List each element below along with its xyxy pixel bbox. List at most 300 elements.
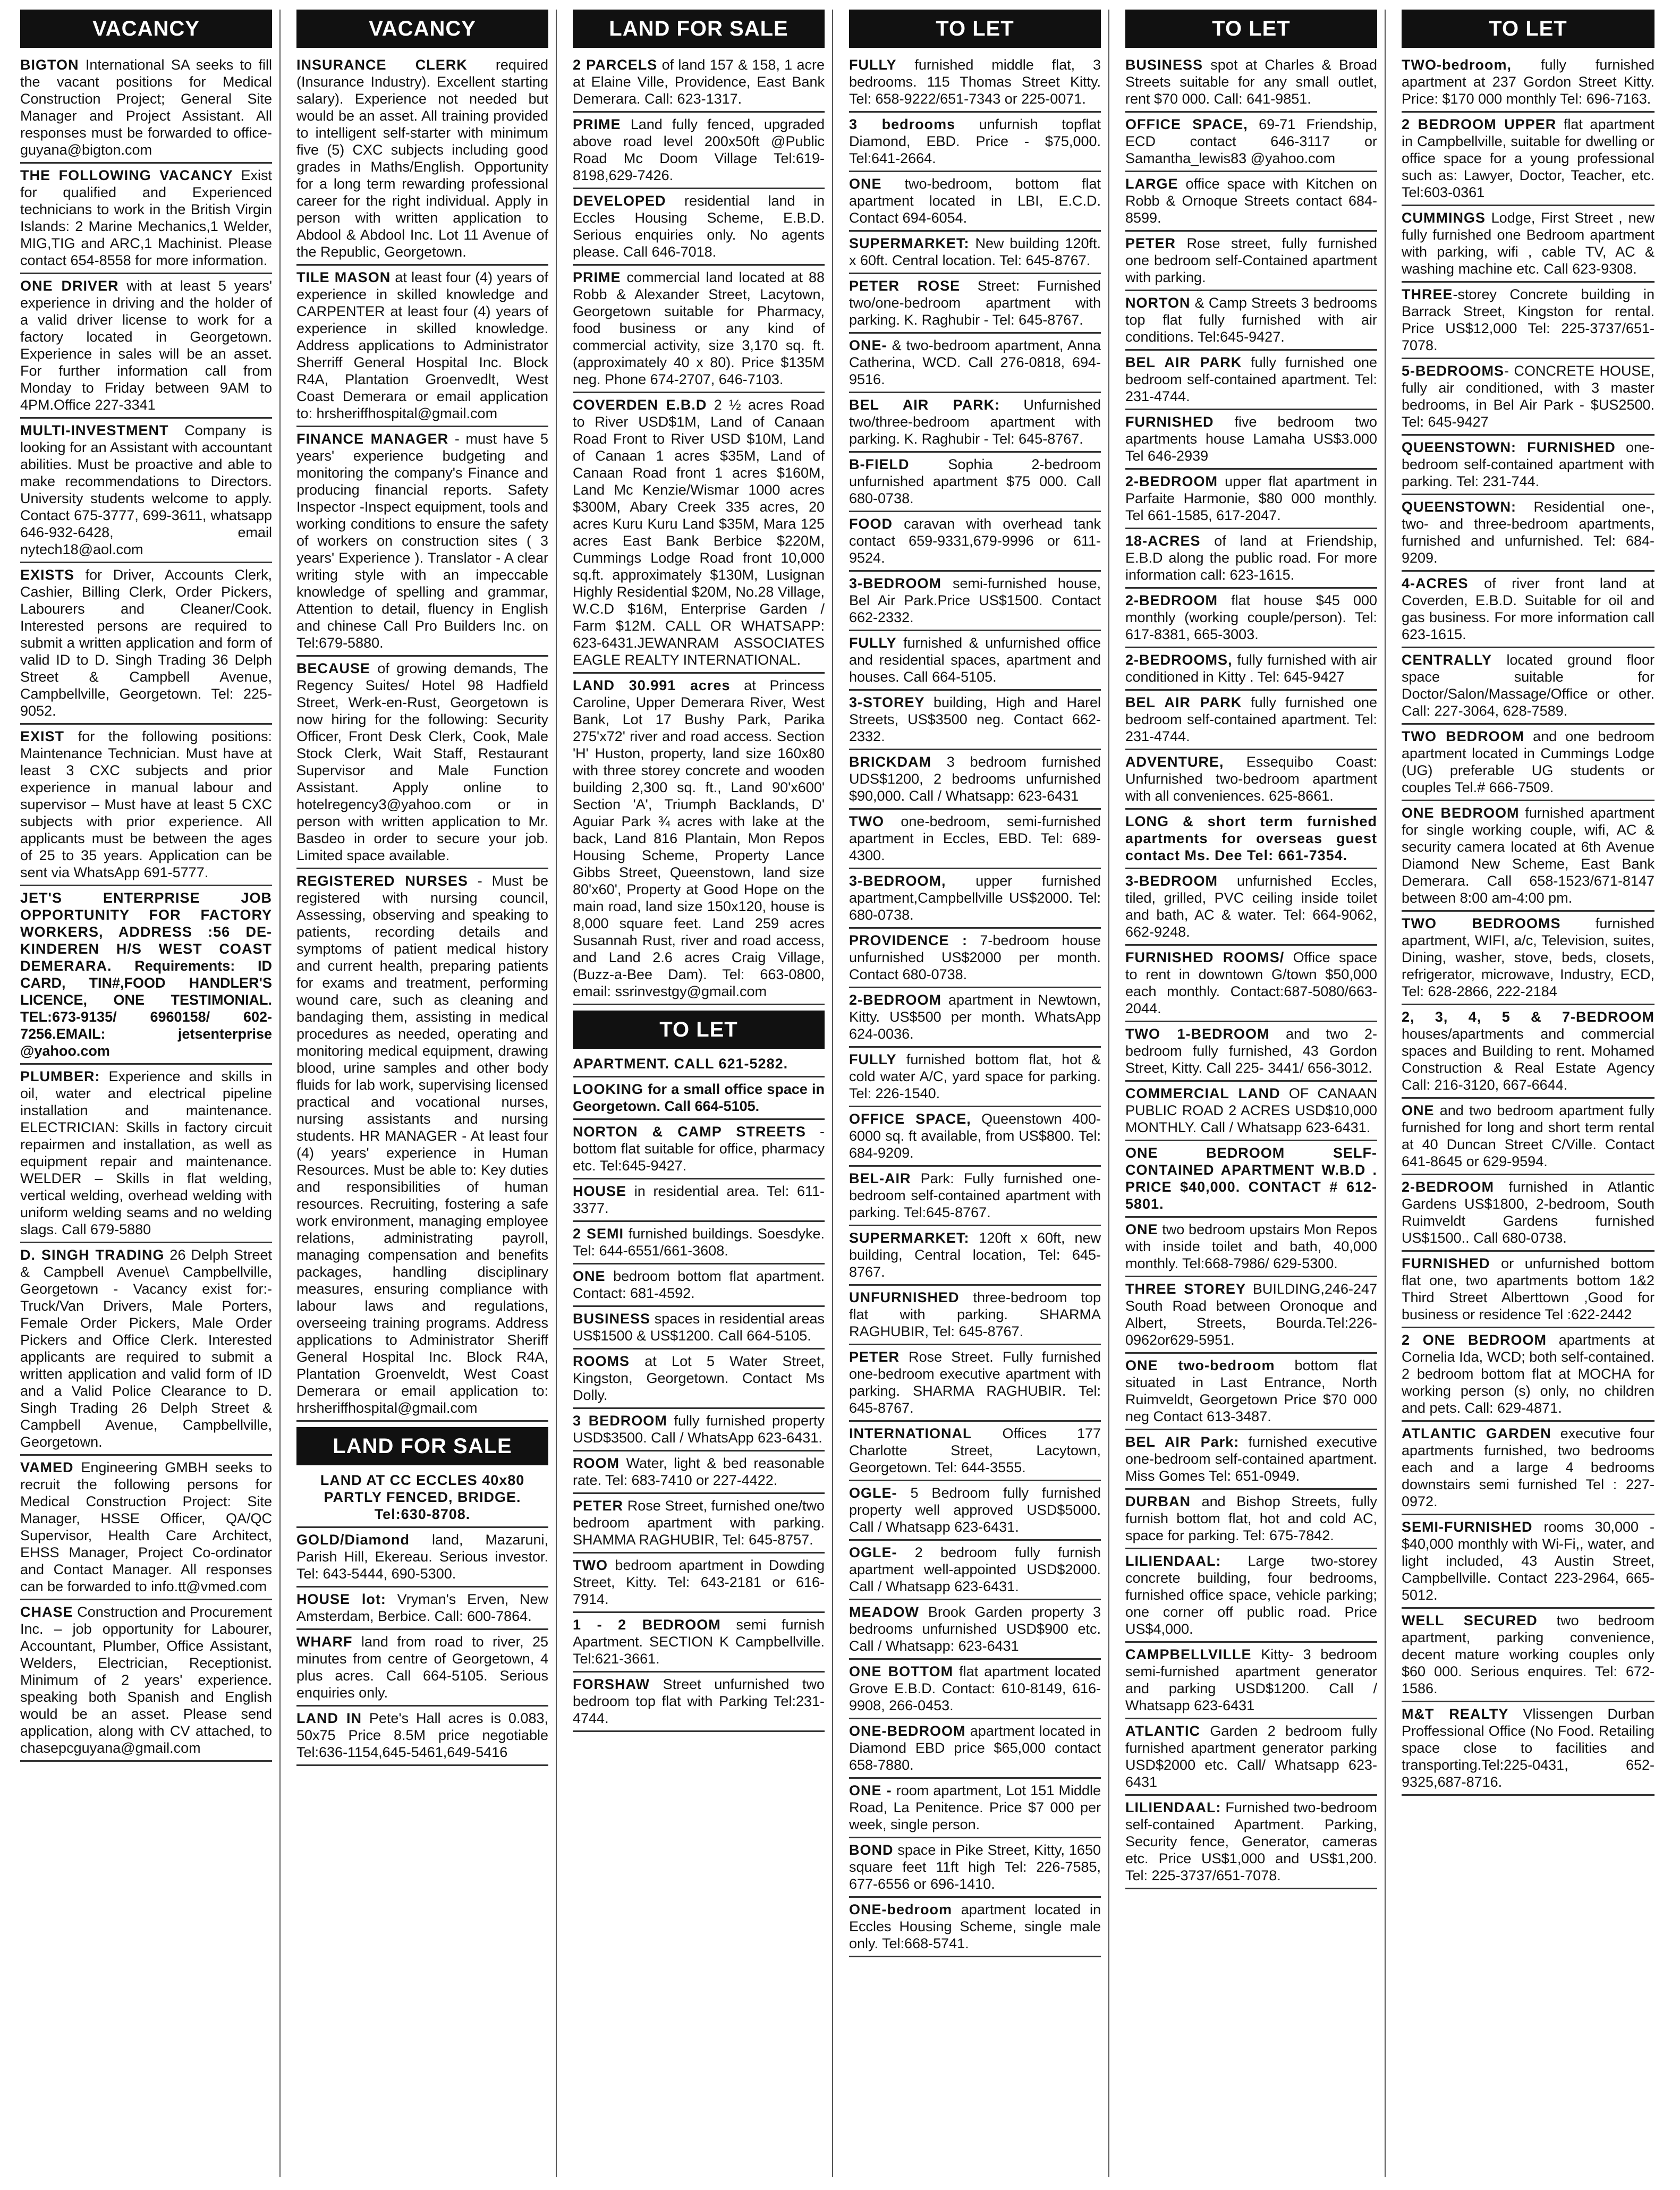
ad-keyword: PLUMBER: [20,1068,100,1084]
ad-keyword: 3 bedrooms [849,116,956,132]
ad-text: Requirements: ID CARD, TIN#,FOOD HANDLER'S LICENCE, ONE TESTIMONIAL. TEL:673-9135/ 6960158/ 602-7256.EMAIL: jetsenterprise @yahoo.com [20,958,272,1059]
ad-text: of land 157 & 158, 1 acre at Elaine Ville, Providence, East Bank Demerara. Call: 623-1317. [573,57,825,107]
ad-text: two bedroom upstairs Mon Repos with inside toilet and bath, 40,000 monthly. Tel:668-7986/ 629-5300. [1125,1221,1377,1271]
ad-keyword: 3-STOREY [849,694,925,710]
ad-keyword: FULLY [849,57,897,73]
ad-keyword: LAND AT CC ECCLES 40x80 PARTLY FENCED, BRIDGE. Tel:630-8708. [320,1472,525,1522]
ad-text: - Must be registered with nursing council, Assessing, observing and speaking to patients, recording details and symptoms of patient medical history and current health, preparing patients for exams and treatment, performing wound care, such as cleaning and bandaging them, assisting in medical procedures as needed, operating and monitoring medical equipment, drawing blood, urine samples and other body fluids for lab work, supervising licensed practical and vocational nurses, nursing assistants and nursing students. HR MANAGER - At least four (4) years' experience in Human Resources. Must be able to: Key duties and responsibilities of human resources. Recruiting, fostering a safe work environment, managing employee relations, administrating payroll, managing compensation and benefits packages, handling disciplinary measures, ensuring compliance with labour laws and regulations, overseeing training programs. Address applications to Administrator Sheriff General Hospital Inc. Block R4A, Plantation Groenveldt, West Coast Demerara or email application to: hrsheriffhospital@gmail.com [296,873,548,1416]
column-1 [20,10,281,2177]
ad-keyword: LILIENDAAL: [1125,1553,1221,1569]
ad-keyword: PETER [573,1498,624,1514]
ad-text: bedroom apartment in Dowding Street, Kitty. Tel: 643-2181 or 616-7914. [573,1557,825,1607]
classified-ad [1402,1099,1654,1175]
classified-ad [573,1222,825,1264]
ad-text: fully furnished one bedroom self-contained apartment. Tel: 231-4744. [1125,694,1377,744]
ad-keyword: 3 BEDROOM [573,1413,667,1429]
ad-keyword: M&T REALTY [1402,1706,1509,1722]
classified-ad [1125,1719,1377,1796]
classified-ad [849,1345,1101,1422]
ad-keyword: 4-ACRES [1402,575,1469,591]
ad-keyword: 5-BEDROOMS [1402,363,1505,379]
ad-keyword: THREE STOREY [1125,1281,1246,1297]
ad-keyword: OGLE- [849,1544,897,1560]
classified-ad [296,53,548,266]
classified-ad [849,1048,1101,1107]
classified-ad [849,274,1101,334]
ad-keyword: ATLANTIC GARDEN [1402,1425,1551,1441]
ad-keyword: B-FIELD [849,456,910,472]
ad-text: furnished buildings. Soesdyke. Tel: 644-6551/661-3608. [573,1226,825,1259]
ad-text: Company is looking for an Assistant with accountant abilities. Must be proactive and able to make recommendations to Directors. University students welcome to apply. Contact 675-3777, 699-3611, whatsapp 646-932-6428, email nytech18@aol.com [20,422,272,557]
ad-keyword: NORTON [1125,295,1191,311]
ad-list [20,53,272,1762]
ad-text: Rose Street. Fully furnished one-bedroom executive apartment with parking. SHARMA RAGHUBIR. Tel: 645-8767. [849,1349,1101,1416]
classified-ad [849,1600,1101,1660]
ad-keyword: LOOKING [573,1081,643,1097]
classified-ad [849,334,1101,393]
classified-ad [20,1243,272,1456]
column-5 [1125,10,1386,2177]
ad-keyword: 2-BEDROOMS, [1125,652,1233,668]
ad-keyword: INSURANCE CLERK [296,57,468,73]
ad-text: at least four (4) years of experience in skilled knowledge and CARPENTER at least four (4) years of experience in skilled knowledge. Address applications to Administrator Sherriff General Hospital Inc. Block R4A, Plantation Groenvedlt, West Coast Demerara or email application to: hrsheriffhospital@gmail.com [296,269,549,421]
classified-ad [573,53,825,113]
ad-text: at Lot 5 Water Street, Kingston, Georgetown. Contact Ms Dolly. [573,1353,825,1403]
ad-text: Engineering GMBH seeks to recruit the following persons for Medical Construction Project: Site Manager, HSSE Officer, QA/QC Supervisor, Health Care Architect, EHSS Manager, Project Co-ordinator and Contact Manager. All responses can be forwarded to info.tt@vmed.com [20,1459,272,1594]
classified-ad [1402,283,1654,359]
ad-text: space in Pike Street, Kitty, 1650 square feet 11ft high Tel: 226-7585, 677-6556 or 696-1410. [849,1842,1101,1892]
classified-ad [1125,648,1377,691]
classified-ad [573,1673,825,1732]
ad-keyword: PROVIDENCE : [849,932,968,948]
ad-text: of river front land at Coverden, E.B.D. Suitable for oil and gas business. For more information call 623-1615. [1402,575,1654,642]
classified-ad [849,1167,1101,1226]
ad-text: one-bedroom, semi-furnished apartment in Eccles, EBD. Tel: 689-4300. [849,813,1101,863]
ad-text: rooms 30,000 - $40,000 monthly with Wi-Fi,, water, and light included, 43 Austin Street, Campbellville. Contact 223-2964, 665-5012. [1402,1519,1654,1603]
ad-keyword: LONG & short term furnished apartments for overseas guest contact Ms. Dee Tel: 661-7354. [1125,813,1377,863]
classified-ad [1125,1082,1377,1141]
ad-keyword: TWO [573,1557,608,1573]
ad-keyword: LAND IN [296,1710,362,1726]
classified-ad [849,512,1101,572]
ad-text: Kitty- 3 bedroom semi-furnished apartment generator and parking USD$1200. Call / Whatsapp 623-6431 [1125,1646,1377,1713]
ad-text: Water, light & bed reasonable rate. Tel: 683-7410 or 227-4422. [573,1455,825,1488]
ad-text: located ground floor space suitable for Doctor/Salon/Massage/Office or other. Call: 227-3064, 628-7589. [1402,652,1654,719]
classified-ad [296,1528,548,1588]
ad-keyword: ONE [1125,1221,1158,1237]
classified-ad [849,929,1101,988]
ad-keyword: BEL AIR PARK: [849,397,1000,413]
ad-keyword: FURNISHED ROOMS/ [1125,949,1285,965]
ad-text: Queenstown 400-6000 sq. ft available, from US$800. Tel: 684-9209. [849,1111,1101,1161]
classified-ad [849,1660,1101,1719]
ad-text: Residential one-, two- and three-bedroom apartments, furnished and unfurnished. Tel: 684-9209. [1402,499,1654,566]
ad-text: required (Insurance Industry). Excellent starting salary). Experience not needed but would be an asset. All training provided to intelligent self-starter with minimum five (5) CXC subjects including good grades in Maths/English. Opportunity for a long term rewarding professional career for the right individual. Apply in person with written application to Abdool & Abdool Inc. Lot 11 Avenue of the Republic, Georgetown. [296,57,548,260]
classified-ad [296,266,548,427]
ad-keyword: 2-BEDROOM [1125,473,1218,489]
ad-text: with at least 5 years' experience in driving and the holder of a valid driver license to work for a factory located in Georgetown. Experience in sales will be an asset. For further information call from Monday to Friday between 9AM to 4PM.Office 227-3341 [20,278,272,413]
classified-ad [296,657,548,869]
ad-keyword: BIGTON [20,57,79,73]
ad-text: fully furnished with air conditioned in Kitty . Tel: 645-9427 [1125,652,1377,685]
ad-text: semi-furnished house, Bel Air Park.Price US$1500. Contact 662-2332. [849,575,1101,625]
classified-ad [296,869,548,1422]
classified-ad [1125,1022,1377,1082]
ad-keyword: TWO BEDROOM [1402,728,1525,744]
classified-ad [1402,1252,1654,1328]
ad-keyword: ONE two-bedroom [1125,1357,1275,1373]
ad-text: bottom flat situated in Last Entrance, North Ruimveldt, Georgetown Price $70 000 neg Contact 613-3487. [1125,1357,1377,1424]
classified-ad [849,453,1101,512]
ad-keyword: SUPERMARKET: [849,235,970,251]
classified-ad [573,113,825,189]
ad-text: spot at Charles & Broad Streets suitable for any small outlet, rent $70 000. Call: 641-9851. [1125,57,1377,107]
ad-keyword: CHASE [20,1604,73,1620]
ad-text: upper flat apartment in Parfaite Harmonie, $80 000 monthly. Tel 661-1585, 617-2047. [1125,473,1377,523]
classified-ad [573,1494,825,1554]
ad-text: and two bedroom apartment fully furnished for long and short term rental at 40 Duncan Street C/Ville. Contact 641-8645 or 629-9594. [1402,1102,1654,1169]
ad-text: land, Mazaruni, Parish Hill, Ekereau. Serious investor. Tel: 643-5444, 690-5300. [296,1532,548,1582]
ad-text: semi furnish Apartment. SECTION K Campbellville. Tel:621-3661. [573,1617,825,1667]
ad-text: upper furnished apartment,Campbellville US$2000. Tel: 680-0738. [849,873,1101,923]
classified-ad [849,1107,1101,1167]
ad-text: Street: Furnished two/one-bedroom apartment with parking. K. Raghubir - Tel: 645-8767. [849,278,1101,328]
column-6 [1402,10,1662,2177]
ad-keyword: HOUSE [573,1183,627,1199]
classified-ad [1402,1422,1654,1515]
ad-keyword: DEVELOPED [573,193,666,209]
ad-text: in residential area. Tel: 611-3377. [573,1183,825,1216]
ad-keyword: THREE [1402,286,1453,302]
classified-ad [573,1077,825,1120]
ad-text: 120ft x 60ft, new building, Central location, Tel: 645-8767. [849,1230,1101,1280]
ad-text: Rose street, fully furnished one bedroom self-Contained apartment with parking. [1125,235,1377,285]
classified-ad [1125,1549,1377,1643]
classified-ad [573,1120,825,1179]
ad-keyword: COVERDEN E.B.D [573,397,707,413]
ad-text: apartment located in Eccles Housing Scheme, single male only. Tel:668-5741. [849,1902,1101,1951]
ad-text: two-bedroom, bottom flat apartment located in LBI, E.C.D. Contact 694-6054. [849,176,1101,226]
ad-keyword: FURNISHED [1125,414,1214,430]
ad-keyword: ONE DRIVER [20,278,119,294]
ad-keyword: OFFICE SPACE, [1125,116,1248,132]
classified-ad [1402,113,1654,206]
ad-keyword: D. SINGH TRADING [20,1247,165,1263]
section-header-land-for-sale: LAND FOR SALE [573,10,825,48]
section-header-to-let: TO LET [849,10,1101,48]
ad-keyword: BRICKDAM [849,754,931,770]
ad-text: bedroom bottom flat apartment. Contact: 681-4592. [573,1268,825,1301]
ad-keyword: ONE BEDROOM [1402,805,1520,821]
ad-keyword: ONE- [849,337,887,353]
ad-keyword: WELL SECURED [1402,1612,1538,1628]
ad-keyword: 2-BEDROOM [849,992,942,1008]
classified-ad [20,1065,272,1243]
ad-text: Essequibo Coast: Unfurnished two-bedroom apartment with all conveniences. 625-8661. [1125,754,1377,804]
classified-ad [20,1456,272,1600]
ad-text: Garden 2 bedroom fully furnished apartment generator parking USD$2000 etc. Call/ Whatsapp 623-6431 [1125,1723,1377,1790]
ad-keyword: FULLY [849,1051,897,1067]
classified-ad [573,1349,825,1409]
classified-ad [573,393,825,674]
ad-text: and one bedroom apartment located in Cummings Lodge (UG) preferable UG students or couples Tel.# 666-7509. [1402,728,1654,795]
classified-ad [1125,53,1377,113]
ad-keyword: ROOMS [573,1353,630,1369]
ad-text: five bedroom two apartments house Lamaha US$3.000 Tel 646-2939 [1125,414,1377,464]
ad-text: Vlissengen Durban Proffessional Office (No Food. Retailing space close to facilities and transporting.Tel:225-0431, 652-9325,687-8716. [1402,1706,1654,1790]
ad-keyword: PRIME [573,116,621,132]
ad-text: spaces in residential areas US$1500 & US$1200. Call 664-5105. [573,1311,825,1344]
section-header-vacancy: VACANCY [20,10,272,48]
ad-text: Park: Fully furnished one-bedroom self-contained apartment with parking. Tel:645-8767. [849,1170,1101,1220]
ad-text: for Driver, Accounts Clerk, Cashier, Billing Clerk, Order Pickers, Labourers and Cleaner/Cook. Interested persons are required to submit a written application and form of valid ID to D. Singh Trading 36 Delph Street & Campbell Avenue, Campbellville, Georgetown. Tel: 225-9052. [20,567,272,719]
classified-ad [1402,725,1654,801]
ad-keyword: CAMPBELLVILLE [1125,1646,1252,1662]
ad-keyword: TWO [849,813,884,829]
ad-keyword: WHARF [296,1634,353,1650]
ad-keyword: TWO-bedroom, [1402,57,1512,73]
classified-ad [573,1052,825,1077]
classified-ad [849,1422,1101,1481]
section-header-vacancy: VACANCY [296,10,548,48]
classified-ad [1125,1218,1377,1277]
ad-text: -storey Concrete building in Barrack Street, Kingston for rental. Price US$12,000 Tel: 225-3737/651-7078. [1402,286,1654,353]
ad-keyword: ONE BEDROOM SELF-CONTAINED APARTMENT W.B.D . PRICE $40,000. CONTACT # 612-5801. [1125,1145,1377,1212]
ad-keyword: BEL AIR Park: [1125,1434,1240,1450]
classified-ad [1125,529,1377,589]
ad-text: New building 120ft. x 60ft. Central location. Tel: 645-8767. [849,235,1101,268]
classified-ad [1125,113,1377,172]
ad-text: 69-71 Friendship, ECD contact 646-3117 or Samantha_lewis83 @yahoo.com [1125,116,1377,166]
ad-text: 2 bedroom fully furnish apartment well-appointed USD$2000. Call / Whatsapp 623-6431. [849,1544,1101,1594]
ad-text: Lodge, First Street , new fully furnished one Bedroom apartment with parking, wifi , cable TV, AC & washing machine etc. Call 623-9308. [1402,210,1654,277]
ad-text: unfurnished Eccles, tiled, grilled, PVC ceiling inside toilet and bath, AC & water. Tel: 664-9062, 662-9248. [1125,873,1377,940]
ad-text: Office space to rent in downtown G/town $50,000 each monthly. Contact:687-5080/663-2044. [1125,949,1377,1016]
ad-keyword: OGLE- [849,1485,897,1501]
column-3 [573,10,833,2177]
ad-text: commercial land located at 88 Robb & Alexander Street, Lacytown, Georgetown suitable for Pharmacy, food business or any kind of commercial activity, size 3,170 sq. ft. (approximately 40 x 80). Price $135M neg. Phone 674-2707, 646-7103. [573,269,825,387]
ad-text: of land at Friendship, E.B.D along the public road. For more information call: 623-1615. [1125,533,1377,583]
ad-list [573,1052,825,1732]
column-4 [849,10,1109,2177]
ad-keyword: COMMERCIAL LAND [1125,1085,1280,1101]
ad-keyword: 2 ONE BEDROOM [1402,1332,1547,1348]
ad-keyword: TWO BEDROOMS [1402,915,1561,931]
classified-ad [1125,470,1377,529]
classified-ad [1125,946,1377,1022]
ad-text: 2 ½ acres Road to River USD$1M, Land of Canaan Road Front to River USD $10M, Land of Canaan 1 acres $35M, Land of Canaan Road front 1 acres $160M, Land Mc Kenzie/Wismar 1000 acres $300M, Abary Creek 335 acres, 20 acres Kuru Kuru Land $35M, Mara 125 acres East Bank Berbice $220M, Cummings Lodge Road front 10,000 sq.ft. approximately $130M, Lusignan Highly Residential $20M, No.28 Village, W.C.D $16M, Enterprise Garden / Farm $12M. CALL OR WHATSAPP: 623-6431.JEWANRAM ASSOCIATES EAGLE REALTY INTERNATIONAL. [573,397,825,668]
ad-keyword: DURBAN [1125,1493,1191,1509]
classified-ad [20,164,272,274]
section-header-to-let: TO LET [1125,10,1377,48]
classified-ad [849,810,1101,869]
ad-keyword: EXISTS [20,567,75,583]
ad-keyword: REGISTERED NURSES [296,873,468,889]
classified-ad [849,1226,1101,1286]
classified-ad [573,266,825,393]
classified-ad [573,1307,825,1349]
ad-keyword: FULLY [849,635,897,651]
ad-keyword: LILIENDAAL: [1125,1799,1221,1815]
ad-text: apartment located in Diamond EBD price $65,000 contact 658-7880. [849,1723,1101,1773]
ad-text: Large two-storey concrete building, four bedrooms, furnished office space, vehicle parking; one corner off public road. Price US$4,000. [1125,1553,1377,1637]
classified-ad [849,1541,1101,1600]
classified-ad [1125,1430,1377,1490]
ad-text: furnished & unfurnished office and residential spaces, apartment and houses. Call 664-5105. [849,635,1101,685]
ad-text: furnished in Atlantic Gardens US$1800, 2-bedroom, South Ruimveldt Gardens furnished US$1500.. Call 680-0738. [1402,1179,1654,1246]
ad-keyword: 2 SEMI [573,1226,624,1242]
classified-ad [20,563,272,725]
ad-keyword: SUPERMARKET: [849,1230,970,1246]
ad-list [296,53,548,1422]
classified-ad [1402,1515,1654,1609]
ad-keyword: SEMI-FURNISHED [1402,1519,1533,1535]
classified-ad [849,869,1101,929]
ad-text: fully furnished property USD$3500. Call / WhatsApp 623-6431. [573,1413,825,1446]
classified-ad [573,189,825,266]
classified-ad [573,1554,825,1613]
ad-keyword: BUSINESS [573,1311,651,1327]
ad-keyword: PRIME [573,269,621,285]
ad-text: Offices 177 Charlotte Street, Lacytown, Georgetown. Tel: 644-3555. [849,1425,1101,1475]
ad-list [573,53,825,1005]
ad-text: Exist for qualified and Experienced technicians to work in the British Virgin Islands: 2 Marine Mechanics,1 Welder, MIG,TIG and ARC,1 Machinist. Please contact 654-8558 for more information. [20,167,272,268]
column-2 [296,10,557,2177]
ad-keyword: FINANCE MANAGER [296,431,449,447]
classified-ad [1125,589,1377,648]
ad-list [296,1469,548,1766]
ad-keyword: CENTRALLY [1402,652,1492,668]
classified-ad [573,1451,825,1494]
classified-ad [849,1898,1101,1957]
ad-text: 5 Bedroom fully furnished property well approved USD$5000. Call / Whatsapp 623-6431. [849,1485,1101,1535]
ad-keyword: ONE [1402,1102,1435,1118]
ad-keyword: 3-BEDROOM [1125,873,1218,889]
ad-text: building, High and Harel Streets, US$3500 neg. Contact 662-2332. [849,694,1101,744]
ad-keyword: FORSHAW [573,1676,650,1692]
classified-ad [1125,1141,1377,1218]
ad-keyword: 2-BEDROOM [1125,592,1218,608]
ad-text: furnished apartment for single working couple, wifi, AC & security camera located at 6th Avenue Diamond New Scheme, East Bank Demerara. Call 658-1523/671-8147 between 8:00 am-4:00 pm. [1402,805,1655,906]
classified-ad [1125,1643,1377,1719]
classified-ad [1125,1277,1377,1354]
ad-keyword: BECAUSE [296,660,371,676]
ad-keyword: THE FOLLOWING VACANCY [20,167,233,183]
ad-text: fully furnished apartment at 237 Gordon Street Kitty. Price: $170 000 monthly Tel: 696-7163. [1402,57,1654,107]
classified-ad [849,1838,1101,1898]
classified-ad [1125,351,1377,410]
ad-keyword: UNFURNISHED [849,1289,960,1305]
ad-text: 7-bedroom house unfurnished US$2000 per month. Contact 680-0738. [849,932,1101,982]
classified-ad [1125,291,1377,351]
ad-text: Sophia 2-bedroom unfurnished apartment $75 000. Call 680-0738. [849,456,1101,506]
ad-keyword: LAND 30.991 acres [573,677,731,693]
classified-ad [1402,359,1654,436]
ad-text: three-bedroom top flat with parking. SHARMA RAGHUBIR, Tel: 645-8767. [849,1289,1101,1339]
classified-ad [1402,495,1654,572]
ad-text: for a small office space in Georgetown. Call 664-5105. [573,1081,825,1114]
ad-keyword: TILE MASON [296,269,391,285]
classified-ad [1402,912,1654,1005]
classified-ad [573,1264,825,1307]
classified-ad [849,232,1101,274]
classified-ad [296,1707,548,1766]
ad-keyword: FOOD [849,516,893,532]
ad-text: Vryman's Erven, New Amsterdam, Berbice. Call: 600-7864. [296,1591,548,1624]
classified-ad [849,691,1101,750]
ad-keyword: ONE [573,1268,606,1284]
classified-ad [20,1600,272,1762]
classified-ad [1402,572,1654,648]
ad-text: room apartment, Lot 151 Middle Road, La Penitence. Price $7 000 per week, single person. [849,1782,1101,1832]
ad-keyword: ONE-bedroom [849,1902,953,1917]
ad-text: 26 Delph Street & Campbell Avenue\ Campbellville, Georgetown - Vacancy exist for:-Truck/Van Drivers, Male Porters, Female Order Pickers, Male Order Pickers and Office Clerk. Interested applicants are required to submit a written application and valid form of ID and a Valid Police Clearance to D. Singh Trading 26 Delph Street & Campbell Avenue, Campbellville, Georgetown. [20,1247,272,1450]
ad-keyword: EXIST [20,728,65,744]
ad-keyword: OFFICE SPACE, [849,1111,971,1127]
ad-text: flat apartment located Grove E.B.D. Contact: 610-8149, 616-9908, 266-0453. [849,1663,1101,1713]
ad-keyword: BOND [849,1842,894,1858]
ad-keyword: 2 PARCELS [573,57,658,73]
ad-keyword: JET'S ENTERPRISE JOB OPPORTUNITY FOR FACTORY WORKERS, ADDRESS :56 DE-KINDEREN H/S WEST COAST DEMERARA. [20,890,272,974]
ad-keyword: FURNISHED [1402,1255,1490,1271]
ad-keyword: PETER [1125,235,1176,251]
classified-ad [1402,648,1654,725]
classified-ad [849,1481,1101,1541]
classified-ad [1402,1702,1654,1796]
ad-list [849,53,1101,1957]
classified-ad [1125,691,1377,750]
ad-text: flat house $45 000 monthly (working couple/person). Tel: 617-8381, 665-3003. [1125,592,1377,642]
classified-ad [1125,1490,1377,1549]
section-header-land-for-sale: LAND FOR SALE [296,1427,548,1465]
classified-ad [20,53,272,164]
ad-keyword: PETER ROSE [849,278,961,294]
classified-ad [1125,410,1377,470]
ad-text: two bedroom apartment, parking convenience, decent mature working couples only $60 000. Serious enquires. Tel: 672-1586. [1402,1612,1654,1696]
classified-ad [20,725,272,886]
ad-text: Unfurnished two/three-bedroom apartment with parking. K. Raghubir - Tel: 645-8767. [849,397,1101,447]
classified-ad [1402,206,1654,283]
ad-keyword: GOLD/Diamond [296,1532,410,1548]
ad-text: of growing demands, The Regency Suites/ Hotel 98 Hadfield Street, Werk-en-Rust, Georgetown is now hiring for the following: Security Officer, Front Desk Clerk, Cook, Male Stock Clerk, Wait Staff, Restaurant Supervisor and Male Function Assistant. Apply online to hotelregency3@yahoo.com or in person with written application to Mr. Basdeo in order to secure your job. Limited space available. [296,660,548,863]
classified-ad [849,631,1101,691]
classified-ad [1402,1175,1654,1252]
ad-text: apartments at Cornelia Ida, WCD; both self-contained. 2 bedroom bottom flat at MOCHA for working person (s) only, no children and pets. Call: 629-4871. [1402,1332,1654,1416]
classified-ad [849,1779,1101,1838]
ad-text: residential land in Eccles Housing Scheme, E.B.D. Serious enquiries only. No agents please. Call 646-7018. [573,193,825,260]
ad-text: furnished executive one-bedroom self-contained apartment. Miss Gomes Tel: 651-0949. [1125,1434,1377,1484]
ad-keyword: 1 - 2 BEDROOM [573,1617,721,1633]
ad-keyword: QUEENSTOWN: [1402,499,1517,515]
ad-keyword: BUSINESS [1125,57,1203,73]
ad-text: & Camp Streets 3 bedrooms top flat fully furnished with air conditions. Tel:645-9427. [1125,295,1377,345]
ad-keyword: VAMED [20,1459,74,1475]
ad-keyword: APARTMENT. CALL 621-5282. [573,1056,788,1072]
ad-text: OF CANAAN PUBLIC ROAD 2 ACRES USD$10,000 MONTHLY. Call / Whatsapp 623-6431. [1125,1085,1377,1135]
ad-text: Brook Garden property 3 bedrooms unfurnished USD$900 etc. Call / Whatsapp: 623-6431 [849,1604,1101,1654]
ad-text: land from road to river, 25 minutes from centre of Georgetown, 4 plus acres. Call 664-5105. Serious enquiries only. [296,1634,548,1701]
classified-ad [849,1286,1101,1345]
ad-text: 3 bedroom furnished UDS$1200, 2 bedrooms unfurnished $90,000. Call / Whatsapp: 623-6431 [849,754,1101,804]
ad-text: Furnished two-bedroom self-contained Apartment. Parking, Security fence, Generator, cameras etc. Price US$1,000 and US$1,200. Tel: 225-3737/651-7078. [1125,1799,1377,1883]
ad-text: office space with Kitchen on Robb & Ornoque Streets contact 684-8599. [1125,176,1377,226]
ad-text: Rose Street, furnished one/two bedroom apartment with parking. SHAMMA RAGHUBIR, Tel: 645-8757. [573,1498,825,1548]
classified-ad [1402,1328,1654,1422]
ad-keyword: TWO 1-BEDROOM [1125,1026,1270,1042]
ad-keyword: ONE - [849,1782,892,1798]
ad-text: and Bishop Streets, fully furnish bottom flat, hot and cold AC, space for parking. Tel: 675-7842. [1125,1493,1377,1543]
ad-keyword: ONE-BEDROOM [849,1723,966,1739]
